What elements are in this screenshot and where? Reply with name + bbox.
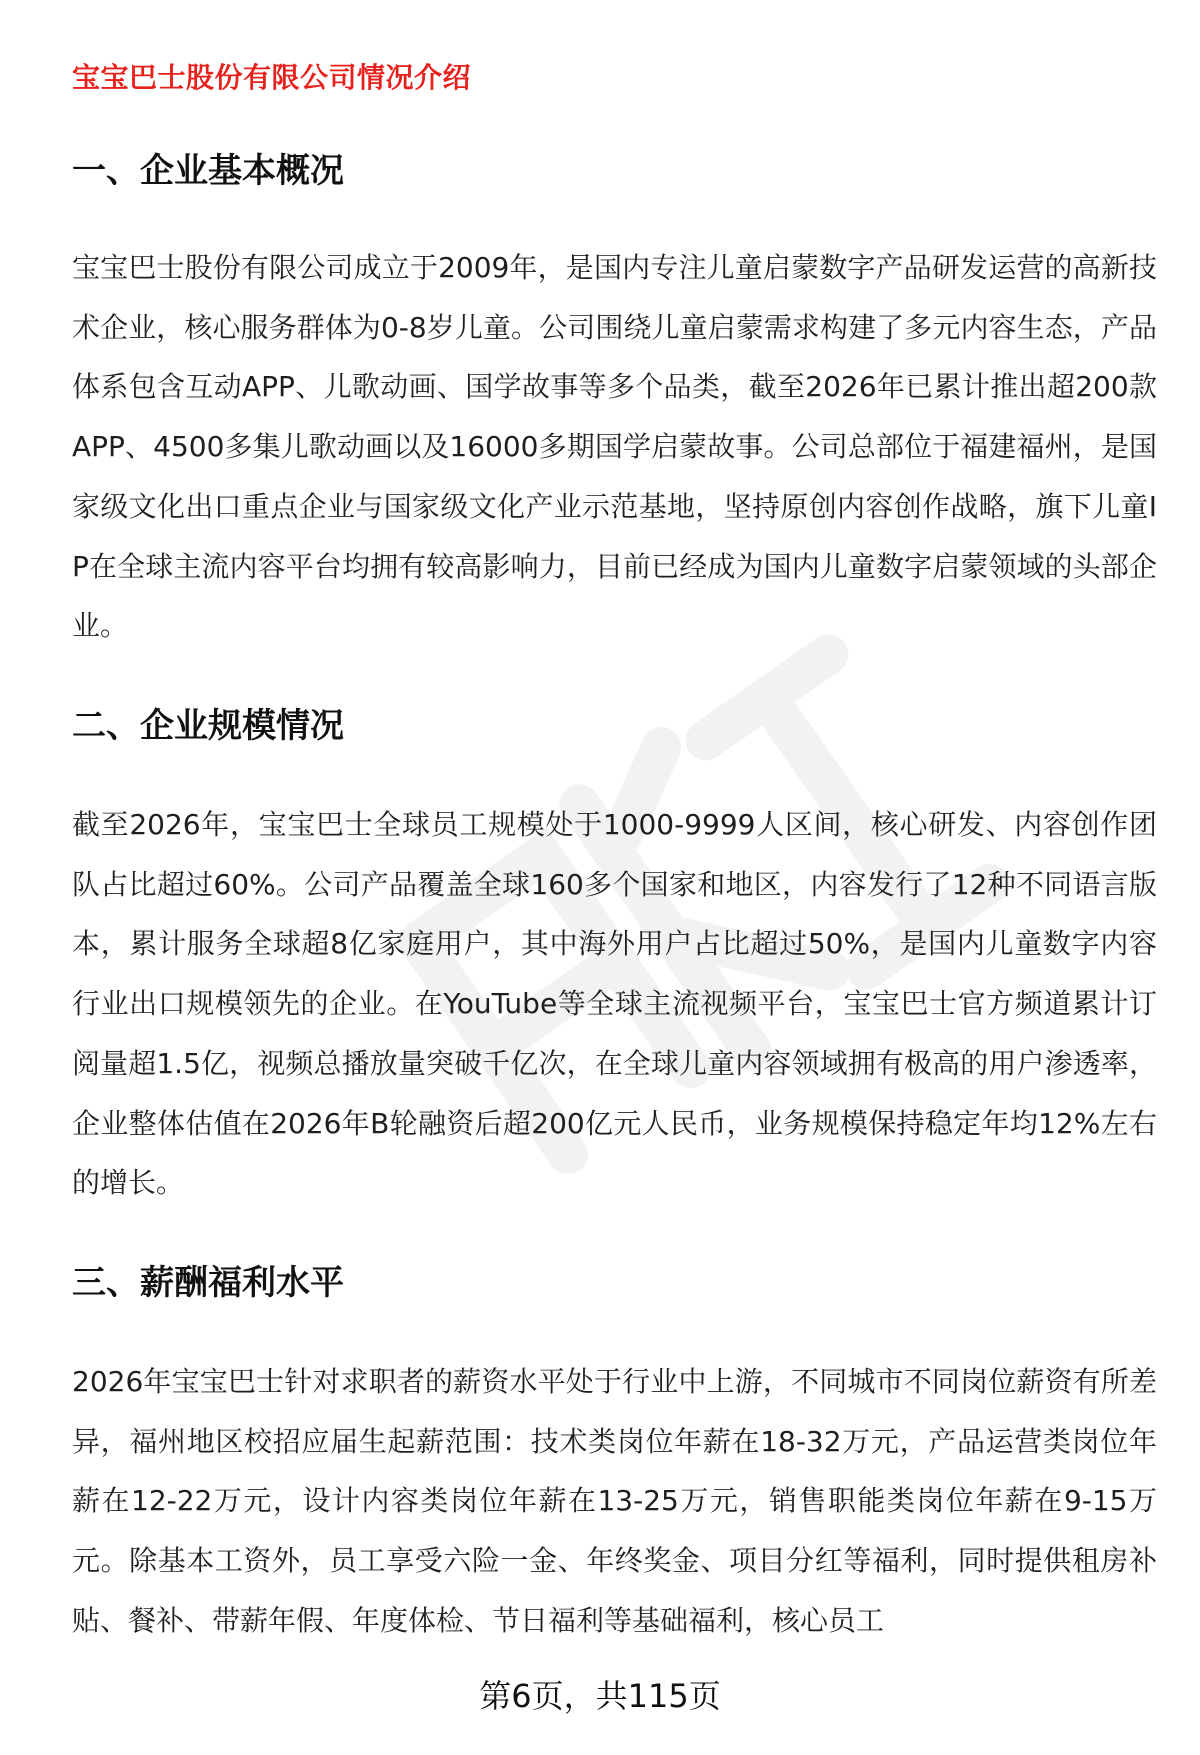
document-title: 宝宝巴士股份有限公司情况介绍 — [72, 61, 472, 94]
section-heading-overview: 一、企业基本概况 — [72, 151, 344, 191]
section-body-scale: 截至2026年，宝宝巴士全球员工规模处于1000-9999人区间，核心研发、内容创作团队占比超过60%。公司产品覆盖全球160多个国家和地区，内容发行了12种不同语言版本，累计服务全球超8亿家庭用户，其中海外用户占比超过50%，是国内儿童数字内容行业出口规模领先的企业。在YouTube等全球主流视频平台，宝宝巴士官方频道累计订阅量超1.5亿，视频总播放量突破千亿次，在全球儿童内容领域拥有极高的用户渗透率，企业整体估值在2026年B轮融资后超200亿元人民币，业务规模保持稳定年均12%左右的增长。 — [72, 808, 1157, 1200]
section-heading-compensation: 三、薪酬福利水平 — [72, 1263, 344, 1303]
section-heading-scale: 二、企业规模情况 — [72, 706, 344, 746]
page-number-footer: 第6页，共115页 — [479, 1677, 721, 1715]
section-body-compensation: 2026年宝宝巴士针对求职者的薪资水平处于行业中上游，不同城市不同岗位薪资有所差异，福州地区校招应届生起薪范围：技术类岗位年薪在18-32万元，产品运营类岗位年薪在12-22万元，设计内容类岗位年薪在13-25万元，销售职能类岗位年薪在9-15万元。除基本工资外，员工享受六险一金、年终奖金、项目分红等福利，同时提供租房补贴、餐补、带薪年假、年度体检、节日福利等基础福利，核心员工 — [72, 1365, 1157, 1637]
section-body-overview: 宝宝巴士股份有限公司成立于2009年，是国内专注儿童启蒙数字产品研发运营的高新技术企业，核心服务群体为0-8岁儿童。公司围绕儿童启蒙需求构建了多元内容生态，产品体系包含互动APP、儿歌动画、国学故事等多个品类，截至2026年已累计推出超200款APP、4500多集儿歌动画以及16000多期国学启蒙故事。公司总部位于福建福州，是国家级文化出口重点企业与国家级文化产业示范基地，坚持原创内容创作战略，旗下儿童IP在全球主流内容平台均拥有较高影响力，目前已经成为国内儿童数字启蒙领域的头部企业。 — [72, 251, 1157, 643]
